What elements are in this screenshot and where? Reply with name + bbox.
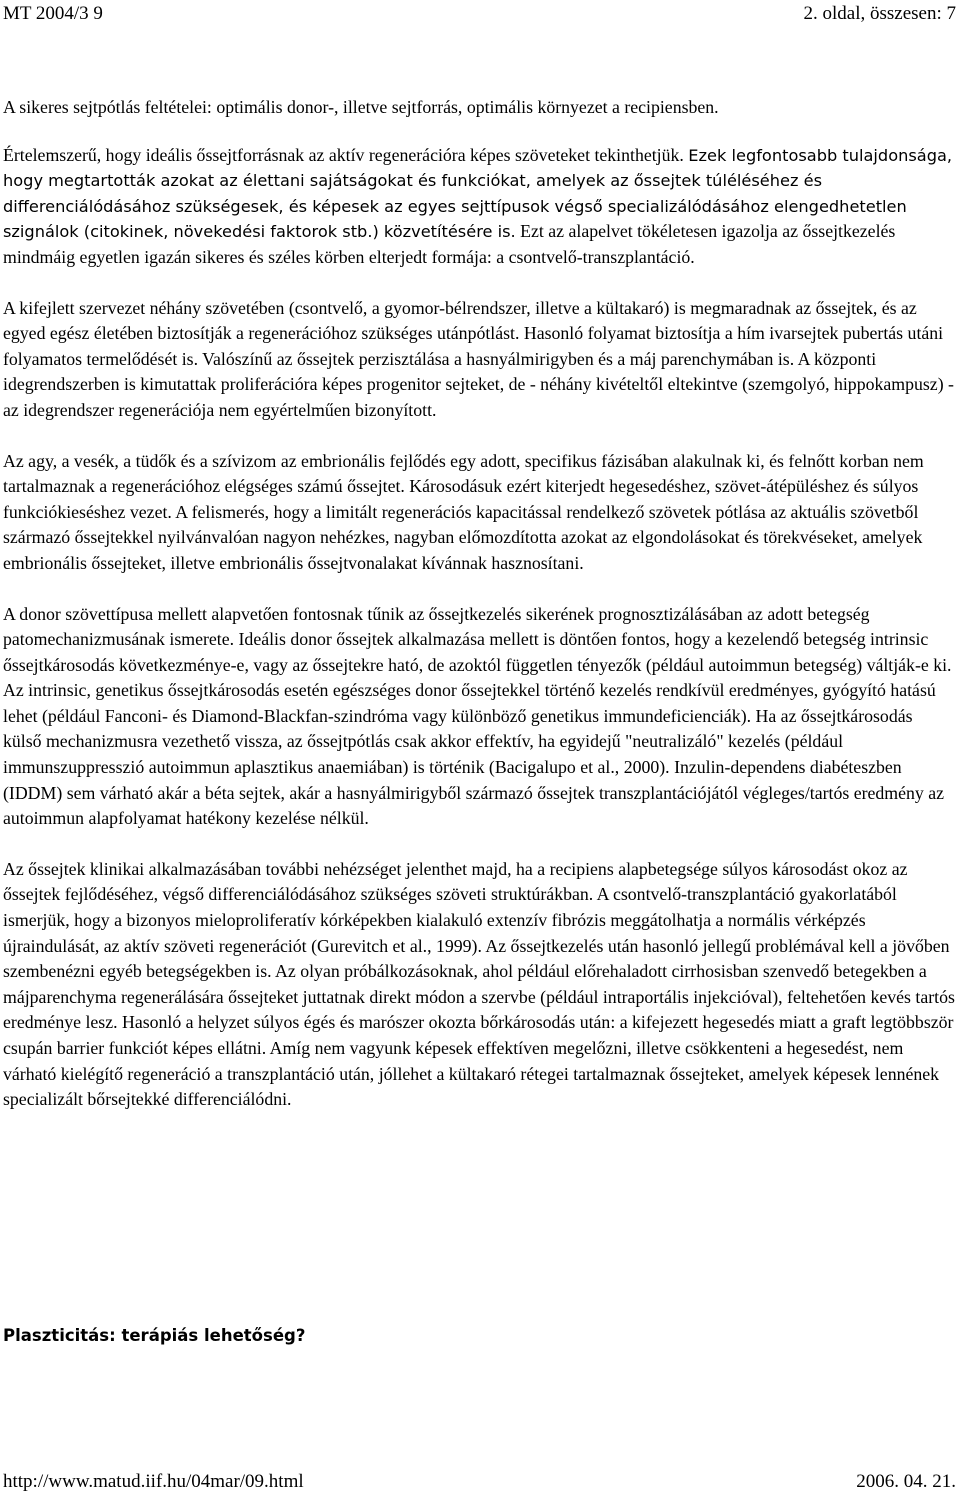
paragraph-2-part-b: Ezek legfontosabb tulajdonsága, hogy megtartották azokat az élettani sajátságokat és funkciókat, amelyek az őssejtek túléléséhez és differenciálódásához szükségesek, és képesek az egyes sejttípusok végső specializálódásához elengedhetetlen szignálok (citokinek, növekedési faktorok stb.) közvetítésére is. — [3, 145, 953, 242]
paragraph-2-part-c: Ezt az alapelvet tökéletesen igazolja az őssejtkezelés mindmáig egyetlen igazán sikeres és széles körben elterjedt formája: a csontvelő-transzplantáció. — [3, 221, 896, 267]
paragraph-6: Az őssejtek klinikai alkalmazásában további nehézséget jelenthet majd, ha a recipiens alapbetegsége súlyos károsodást okoz az őssejtek fejlődéséhez, végső differenciálódásához szükséges szöveti struktúrákban. A csontvelő-transzplantáció gyakorlatából ismerjük, hogy a bizonyos mieloproliferatív kórképekben kialakuló extenzív fibrózis meggátolhatja a normális vérképzés újraindulását, az aktív szöveti regenerációt (Gurevitch et al., 1999). Az őssejtkezelés után hasonló jellegű problémával kell a jövőben szembenézni egyéb betegségekben is. Az olyan próbálkozásoknak, ahol például előrehaladott cirrhosisban szenvedő betegekben a májparenchyma regenerálására őssejteket juttatnak direkt módon a szervbe (például intraportális injekcióval), feltehetően kevés tartós eredménye lesz. Hasonló a helyzet súlyos égés és marószer okozta bőrkárosodás után: a kifejezett hegesedés miatt a graft legtöbbször csupán barrier funkciót képes ellátni. Amíg nem vagyunk képesek effektíven megelőzni, illetve csökkenteni a hegesedést, nem várható kielégítő regeneráció a transzplantáció után, jóllehet a kültakaró rétegei tartalmaznak őssejteket, amelyek képesek lennének specializált bőrsejtekké differenciálódni. — [3, 858, 955, 1110]
print-date: 2006. 04. 21. — [856, 1471, 956, 1492]
page-indicator: 2. oldal, összesen: 7 — [803, 3, 956, 24]
page-header — [3, 2, 956, 26]
article-body — [3, 95, 955, 1138]
paragraph-5: A donor szövettípusa mellett alapvetően fontosnak tűnik az őssejtkezelés sikerének prognosztizálásában az adott betegség patomechanizmusának ismerete. Ideális donor őssejtek alkalmazása mellett is döntően fontos, hogy a kezelendő betegség intrinsic őssejtkárosodás következménye-e, vagy az őssejtekre ható, de azoktól független tényezők (például autoimmun betegség) váltják-e ki. Az intrinsic, genetikus őssejtkárosodás esetén egészséges donor őssejtekkel történő kezelés rendkívül eredményes, gyógyító hatású lehet (például Fanconi- és Diamond-Blackfan-szindróma vagy különböző genetikus immundeficienciák). Ha az őssejtkárosodás külső mechanizmusra vezethető vissza, az őssejtpótlás csak akkor effektív, ha egyidejű "neutralizáló" kezelés (például immunszuppresszió autoimmun aplasztikus anaemiában) is történik (Bacigalupo et al., 2000). Inzulin-dependens diabéteszben (IDDM) sem várható akár a béta sejtek, akár a hasnyálmirigyből származó őssejtek transzplantációjától végleges/tartós eredmény az autoimmun alapfolyamat hatékony kezelése nélkül. — [3, 603, 952, 829]
page-footer — [3, 1470, 956, 1494]
source-url-link[interactable]: http://www.matud.iif.hu/04mar/09.html — [3, 1471, 304, 1492]
paragraph-3: A kifejlett szervezet néhány szövetében (csontvelő, a gyomor-bélrendszer, illetve a kültakaró) is megmaradnak az őssejtek, és az egyed egész életében biztosítják a regenerációhoz szükséges utánpótlást. Hasonló folyamat biztosítja a hím ivarsejtek pubertás utáni folyamatos termelődését is. Valószínű az őssejtek perzisztálása a hasnyálmirigyben és a máj parenchymában is. A központi idegrendszerben is kimutattak proliferációra képes progenitor sejteket, de - néhány kivételtől eltekintve (szemgolyó, hippokampusz) - az idegrendszer regenerációja nem egyértelműen bizonyított. — [3, 297, 954, 420]
paragraph-1: A sikeres sejtpótlás feltételei: optimális donor-, illetve sejtforrás, optimális környezet a recipiensben. — [3, 97, 719, 117]
paragraph-2-part-a: Értelemszerű, hogy ideális őssejtforrásnak az aktív regenerációra képes szöveteket tekinthetjük. — [3, 144, 689, 165]
journal-issue: MT 2004/3 9 — [3, 3, 103, 24]
section-heading: Plaszticitás: terápiás lehetőség? — [3, 1326, 306, 1345]
paragraph-2 — [3, 143, 955, 271]
paragraph-4: Az agy, a vesék, a tüdők és a szívizom az embrionális fejlődés egy adott, specifikus fázisában alakulnak ki, és felnőtt korban nem tartalmaznak a regenerációhoz elégséges számú őssejtet. Károsodásuk ezért kiterjedt hegesedéshez, szövet-átépüléshez és súlyos funkciókieséshez vezet. A felismerés, hogy a limitált regenerációs kapacitással rendelkező szövetek pótlása az aktuális szövetből származó őssejtekkel nyilvánvalóan nagyon nehézkes, nagyban előmozdította azokat az elgondolásokat és törekvéseket, amelyek embrionális őssejteket, illetve embrionális őssejtvonalakat kívánnak hasznosítani. — [3, 450, 924, 573]
